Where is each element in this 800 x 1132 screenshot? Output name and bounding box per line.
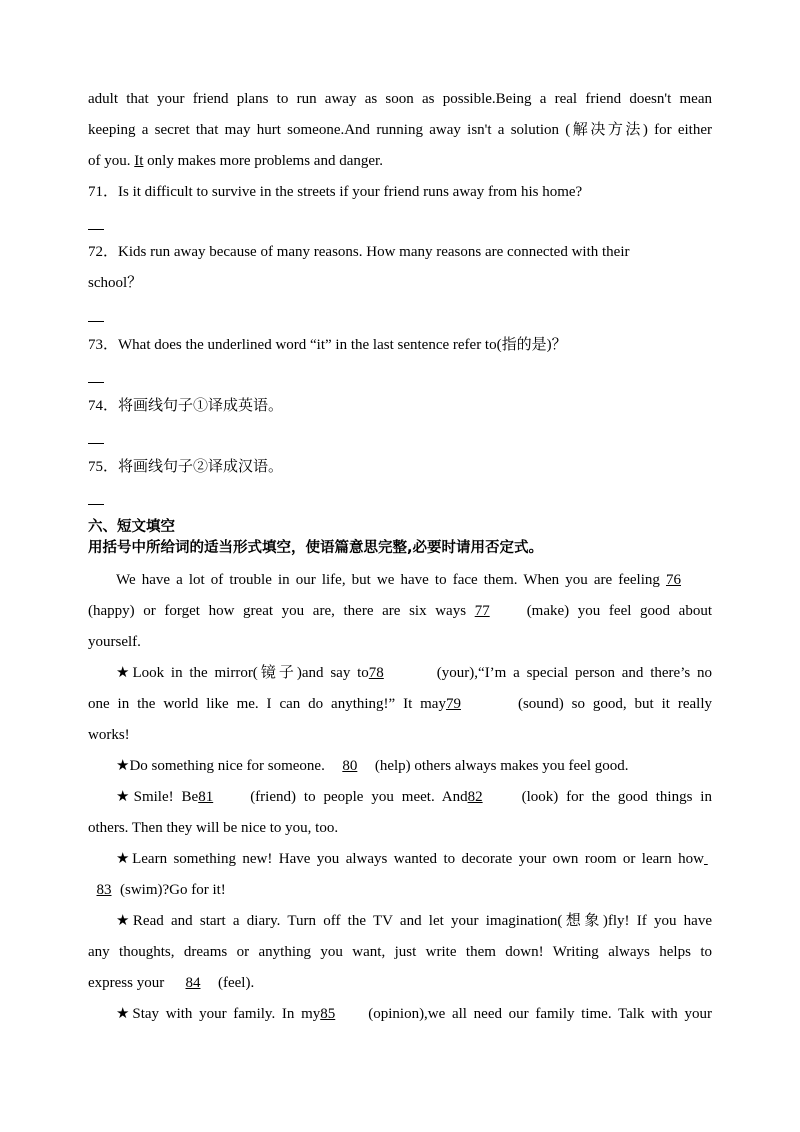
passage-text: (happy) or forget how great you are, there are six ways: [88, 603, 467, 619]
blank-85: 85: [320, 1006, 336, 1022]
passage-text: (friend) to people you meet. And: [250, 789, 468, 805]
answer-line-72: [88, 321, 104, 322]
blank-82: 82: [467, 789, 483, 805]
question-73: 73．What does the underlined word “it” in the last sentence refer to(指的是)？: [88, 337, 567, 353]
blank-83: 83: [96, 882, 112, 898]
passage-line-3: yourself.: [88, 634, 141, 650]
passage-text: (look) for the good things in: [521, 789, 712, 805]
blank-79: 79: [445, 696, 461, 712]
question-74: 74．将画线句子①译成英语。: [88, 398, 284, 414]
intro-line-3: [88, 151, 712, 171]
passage-line-2: [88, 601, 712, 621]
passage-text: (opinion),we all need our family time. Talk with your: [368, 1006, 712, 1022]
passage-text: ★Stay with your family. In my: [116, 1006, 321, 1022]
intro-line-2: keeping a secret that may hurt someone.And running away isn't a solution (解决方法) for either: [88, 122, 712, 138]
passage-line-15: [116, 1004, 712, 1024]
passage-text: (swim)?Go for it!: [120, 882, 226, 898]
passage-line-14: [88, 973, 712, 993]
question-71: 71．Is it difficult to survive in the streets if your friend runs away from his home?: [88, 184, 583, 200]
intro-line-3-start: of you.: [88, 153, 135, 169]
passage-line-7: [116, 756, 712, 776]
question-75: 75．将画线句子②译成汉语。: [88, 459, 284, 475]
passage-text: (help) others always makes you feel good.: [374, 758, 629, 774]
answer-line-71: [88, 229, 104, 230]
passage-line-6: works!: [88, 727, 130, 743]
passage-line-8: [116, 787, 712, 807]
passage-line-11: [88, 880, 712, 900]
section-title: 六、短文填空: [88, 519, 175, 535]
blank-76: 76: [666, 572, 681, 588]
blank-83-lead: [704, 849, 712, 869]
passage-text: ★Smile! Be: [116, 789, 199, 805]
passage-text: ★Do something nice for someone.: [116, 758, 325, 774]
blank-77: 77: [474, 603, 490, 619]
passage-line-5: [88, 694, 712, 714]
passage-line-13: any thoughts, dreams or anything you want, just write them down! Writing always helps to: [88, 944, 712, 960]
passage-line-10: [116, 849, 712, 869]
underlined-it: It: [134, 153, 144, 169]
answer-line-74: [88, 443, 104, 444]
section-instruction: 用括号中所给词的适当形式填空，使语篇意思完整,必要时请用否定式。: [88, 540, 544, 556]
answer-line-75: [88, 504, 104, 505]
passage-line-1: [116, 570, 712, 590]
passage-text: (make) you feel good about: [526, 603, 713, 619]
passage-text: (your),“I’m a special person and there’s no: [436, 665, 712, 681]
passage-text: express your: [88, 975, 165, 991]
passage-line-9: others. Then they will be nice to you, too.: [88, 820, 339, 836]
question-72-line-2: school？: [88, 275, 143, 291]
passage-text: ★Look in the mirror(镜子)and say to: [116, 665, 369, 681]
passage-text: (sound) so good, but it really: [517, 696, 712, 712]
passage-text: We have a lot of trouble in our life, but we have to face them. When you are feeling: [116, 572, 660, 588]
blank-81: 81: [198, 789, 214, 805]
passage-line-12: ★Read and start a diary. Turn off the TV and let your imagination(想象)fly! If you have: [116, 913, 712, 929]
passage-text: one in the world like me. I can do anything!” It may: [88, 696, 446, 712]
intro-line-1: adult that your friend plans to run away as soon as possible.Being a real friend doesn't mean: [88, 91, 712, 107]
blank-84: 84: [185, 975, 201, 991]
intro-line-3-end: only makes more problems and danger.: [143, 153, 383, 169]
question-72-line-1: 72．Kids run away because of many reasons. How many reasons are connected with their: [88, 244, 630, 260]
blank-80: 80: [342, 758, 358, 774]
passage-line-4: [116, 663, 712, 683]
answer-line-73: [88, 382, 104, 383]
passage-text: (feel).: [217, 975, 255, 991]
blank-78: 78: [368, 665, 384, 681]
passage-text: ★Learn something new! Have you always wanted to decorate your own room or learn how: [116, 851, 704, 867]
